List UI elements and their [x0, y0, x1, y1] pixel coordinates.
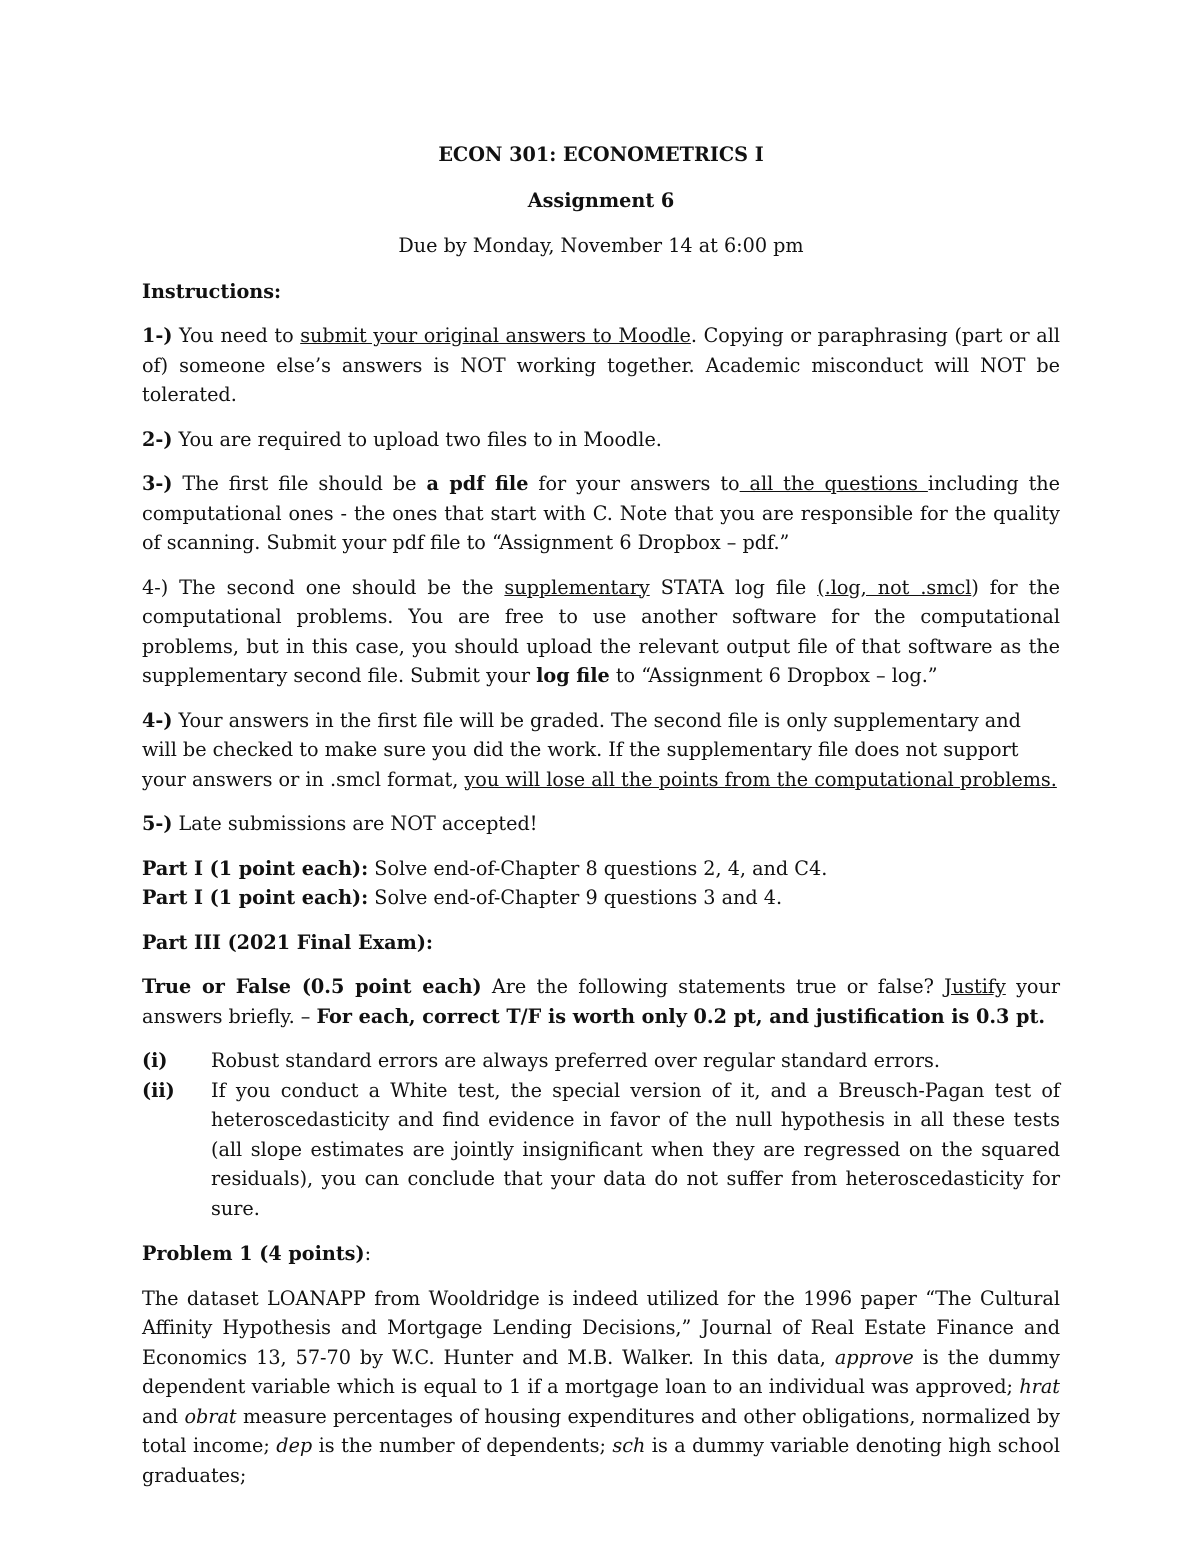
- instructions-heading: Instructions:: [142, 279, 282, 303]
- document-page: [142, 140, 1060, 1505]
- part-2: Part I (1 point each): Solve end-of-Chapter 9 questions 3 and 4.: [142, 886, 783, 909]
- true-false-list: [142, 1046, 1060, 1223]
- part-1: Part I (1 point each): Solve end-of-Chapter 8 questions 2, 4, and C4.: [142, 856, 828, 880]
- instruction-4a: 4-) The second one should be the supplementary STATA log file (.log, not .smcl) for the computational problems. You are free to use another software for the computational problems, but in this case, you should upload the relevant output file of that software as the supplementary second file. Submit your log file to “Assignment 6 Dropbox – log.”: [142, 575, 1060, 687]
- instruction-4b: 4-) Your answers in the first file will be graded. The second file is only supplementary and will be checked to make sure you did the work. If the supplementary file does not support your answers or in .smcl format, you will lose all the points from the computational problems.: [142, 708, 1057, 791]
- instruction-2: 2-) You are required to upload two files to in Moodle.: [142, 427, 662, 451]
- assignment-title: Assignment 6: [527, 188, 675, 212]
- part-3-heading: Part III (2021 Final Exam):: [142, 930, 433, 954]
- list-item: (i) Robust standard errors are always preferred over regular standard errors.: [142, 1049, 940, 1072]
- course-title: ECON 301: ECONOMETRICS I: [438, 143, 764, 166]
- true-false-instructions: True or False (0.5 point each) Are the following statements true or false? Justify your answers briefly. – For each, correct T/F is worth only 0.2 pt, and justification is 0.3 pt.: [142, 975, 1060, 1028]
- instruction-1: 1-) You need to submit your original answers to Moodle. Copying or paraphrasing (part or all of) someone else’s answers is NOT working together. Academic misconduct will NOT be tolerated.: [142, 324, 1060, 406]
- problem-1-text: The dataset LOANAPP from Wooldridge is indeed utilized for the 1996 paper “The Cultural Affinity Hypothesis and Mortgage Lending Decisions,” Journal of Real Estate Finance and Economics 13, 57-70 by W.C. Hunter and M.B. Walker. In this data, approve is the dummy dependent variable which is equal to 1 if a mortgage loan to an individual was approved; hrat and obrat measure percentages of housing expenditures and other obligations, normalized by total income; dep is the number of dependents; sch is a dummy variable denoting high school graduates;: [142, 1286, 1060, 1487]
- list-item: (ii) If you conduct a White test, the special version of it, and a Breusch-Pagan test of heteroscedasticity and find evidence in favor of the null hypothesis in all these tests (all slope estimates are jointly insignificant when they are regressed on the squared residuals), you can conclude that your data do not suffer from heteroscedasticity for sure.: [142, 1078, 1060, 1220]
- problem-1-heading: Problem 1 (4 points):: [142, 1242, 372, 1265]
- instruction-3: 3-) The first file should be a pdf file for your answers to all the questions including the computational ones - the ones that start with C. Note that you are responsible for the quality of scanning. Submit your pdf file to “Assignment 6 Dropbox – pdf.”: [142, 472, 1061, 554]
- due-date: Due by Monday, November 14 at 6:00 pm: [398, 234, 804, 257]
- instruction-5: 5-) Late submissions are NOT accepted!: [142, 812, 538, 835]
